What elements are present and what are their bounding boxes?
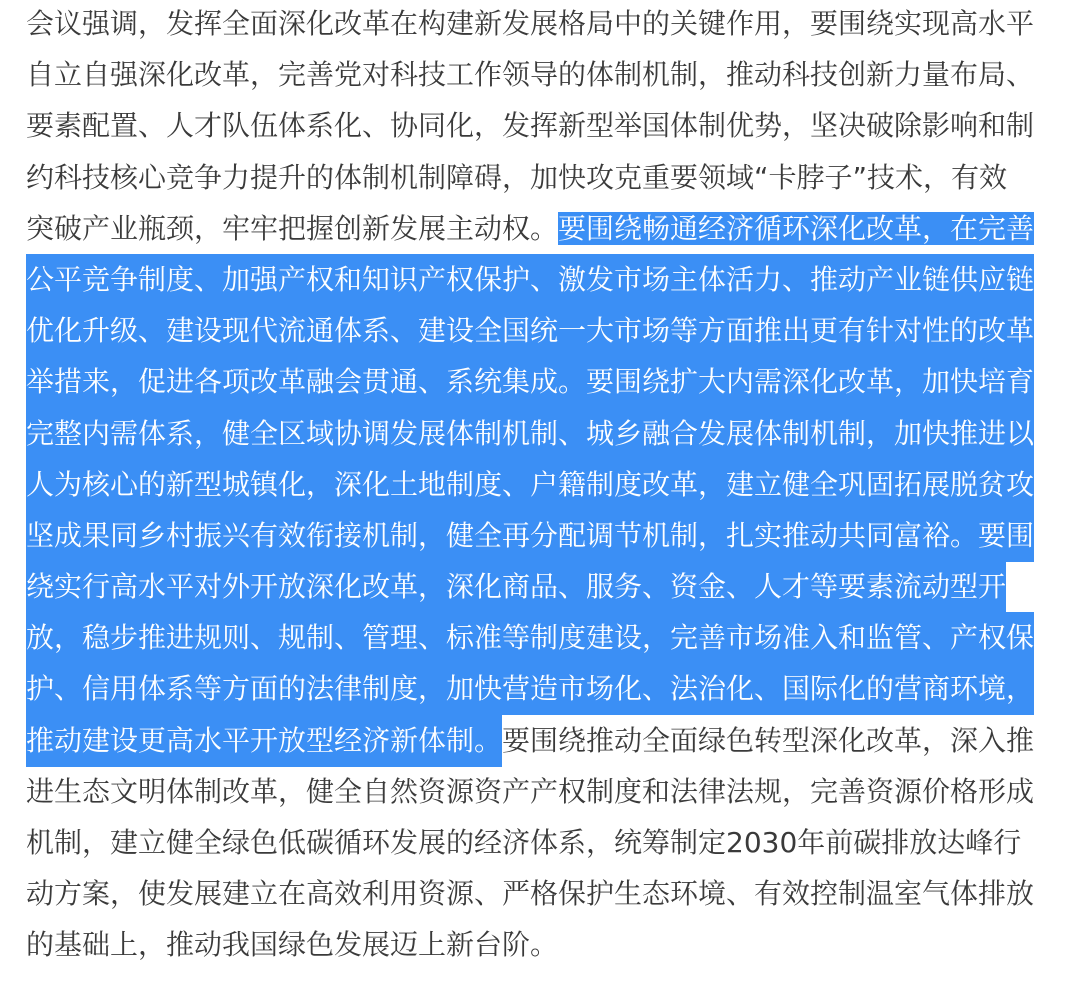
text-line [26, 305, 1066, 356]
text-line [26, 868, 1066, 919]
text-line [26, 510, 1066, 561]
text-line [26, 254, 1066, 305]
text-line [26, 663, 1066, 714]
text-line [26, 561, 1066, 612]
article-body [26, 0, 1066, 971]
text-run: 要围绕推动全面绿色转型深化改革，深入推 [502, 723, 1035, 757]
selected-text[interactable]: 要围绕畅通经济循环深化改革，在完善 [558, 211, 1035, 245]
text-run: 要素配置、人才队伍体系化、协同化，发挥新型举国体制优势，坚决破除影响和制 [26, 109, 1035, 143]
text-line [26, 0, 1066, 49]
text-run: 会议强调，发挥全面深化改革在构建新发展格局中的关键作用，要围绕实现高水平 [26, 7, 1035, 40]
text-line [26, 919, 1066, 970]
text-line [26, 817, 1066, 868]
selected-text[interactable]: 护、信用体系等方面的法律制度，加快营造市场化、法治化、国际化的营商环境， [26, 663, 1034, 715]
text-run: 自立自强深化改革，完善党对科技工作领导的体制机制，推动科技创新力量布局、 [26, 58, 1035, 92]
text-line [26, 49, 1066, 100]
text-line [26, 152, 1066, 203]
text-run: 动方案，使发展建立在高效利用资源、严格保护生态环境、有效控制温室气体排放 [26, 877, 1035, 911]
text-run: 突破产业瓶颈，牢牢把握创新发展主动权。 [26, 211, 559, 245]
text-line [26, 356, 1066, 407]
text-line [26, 100, 1066, 151]
selected-text[interactable]: 人为核心的新型城镇化，深化土地制度、户籍制度改革，建立健全巩固拓展脱贫攻 [26, 459, 1034, 511]
selected-text[interactable]: 推动建设更高水平开放型经济新体制。 [26, 715, 502, 767]
selected-text[interactable]: 坚成果同乡村振兴有效衔接机制，健全再分配调节机制，扎实推动共同富裕。要围 [26, 510, 1034, 562]
text-run: 约科技核心竞争力提升的体制机制障碍，加快攻克重要领域“卡脖子”技术，有效 [26, 160, 1008, 194]
selected-text[interactable]: 公平竞争制度、加强产权和知识产权保护、激发市场主体活力、推动产业链供应链 [26, 254, 1034, 306]
selected-text[interactable]: 放，稳步推进规则、规制、管理、标准等制度建设，完善市场准入和监管、产权保 [26, 612, 1034, 664]
text-run: 的基础上，推动我国绿色发展迈上新台阶。 [26, 928, 559, 962]
text-run: 机制，建立健全绿色低碳循环发展的经济体系，统筹制定2030年前碳排放达峰行 [26, 826, 1022, 859]
text-line [26, 612, 1066, 663]
text-line [26, 766, 1066, 817]
text-line [26, 715, 1066, 766]
text-run: 进生态文明体制改革，健全自然资源资产产权制度和法律法规，完善资源价格形成 [26, 774, 1035, 808]
selected-text[interactable]: 举措来，促进各项改革融会贯通、系统集成。要围绕扩大内需深化改革，加快培育 [26, 356, 1034, 408]
selected-text[interactable]: 绕实行高水平对外开放深化改革，深化商品、服务、资金、人才等要素流动型开 [26, 561, 1006, 613]
text-line [26, 408, 1066, 459]
selected-text[interactable]: 优化升级、建设现代流通体系、建设全国统一大市场等方面推出更有针对性的改革 [26, 305, 1034, 357]
text-line [26, 203, 1066, 254]
selected-text[interactable]: 完整内需体系，健全区域协调发展体制机制、城乡融合发展体制机制，加快推进以 [26, 408, 1034, 460]
text-line [26, 459, 1066, 510]
